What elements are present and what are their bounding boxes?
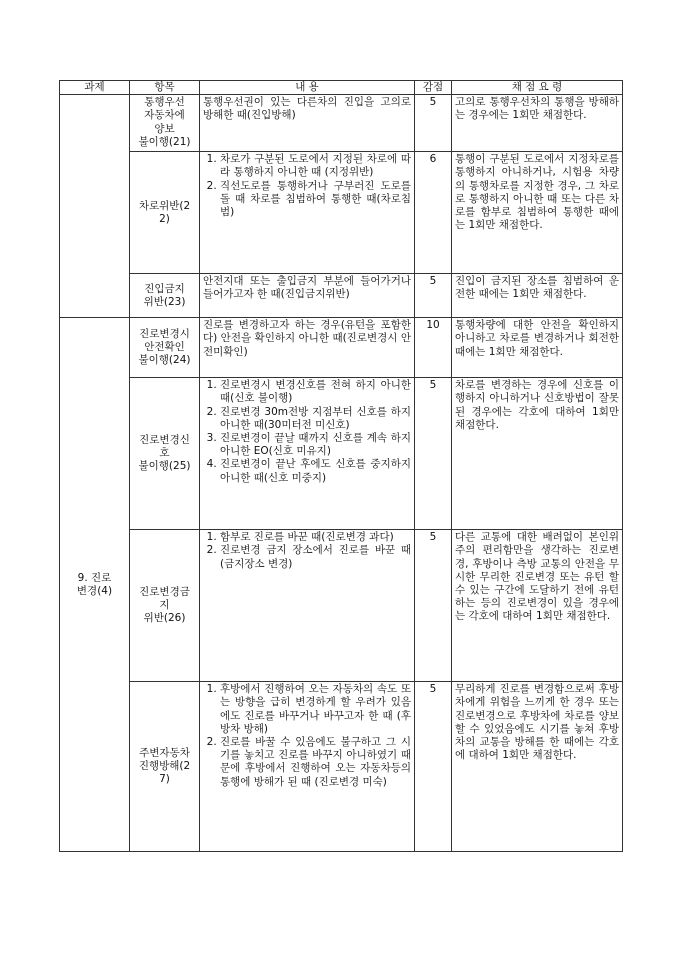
item-cell: 진로변경시 안전확인 불이행(24)	[130, 318, 200, 378]
content-list-item: 2. 진로를 바꿀 수 있음에도 불구하고 그 시기를 놓치고 진로를 바꾸지 아니하였기 때문에 후방에서 진행하여 오는 자동차등의 통행에 방해가 된 때 (진로변경 미숙)	[220, 736, 411, 789]
content-list-item: 4. 진로변경이 끝난 후에도 신호를 중지하지 아니한 때(신호 미중지)	[220, 458, 411, 484]
item-cell: 진로변경금 지 위반(26)	[130, 530, 200, 682]
points-cell: 10	[415, 318, 452, 378]
task-cell	[60, 95, 130, 318]
table-row	[60, 530, 623, 682]
table-row	[60, 95, 623, 152]
criteria-cell: 무리하게 진로를 변경함으로써 후방 차에게 위험을 느끼게 한 경우 또는 진로변경으로 후방차에 차로를 양보할 수 있었음에도 시기를 놓쳐 후방차의 교통을 방해를 한 때에는 각호에 대하여 1회만 채점한다.	[452, 682, 623, 852]
content-cell	[200, 682, 415, 852]
points-cell: 5	[415, 95, 452, 152]
table-row	[60, 318, 623, 378]
task-cell: 9. 진로 변경(4)	[60, 318, 130, 852]
content-cell: 진로를 변경하고자 하는 경우(유턴을 포함한다) 안전을 확인하지 아니한 때(진로변경시 안전미확인)	[200, 318, 415, 378]
item-cell: 주변자동차 진행방해(2 7)	[130, 682, 200, 852]
points-cell: 6	[415, 152, 452, 274]
table-row	[60, 274, 623, 318]
criteria-cell: 고의로 통행우선차의 통행을 방해하는 경우에는 1회만 채점한다.	[452, 95, 623, 152]
item-cell: 통행우선 자동차에 양보 불이행(21)	[130, 95, 200, 152]
content-cell	[200, 378, 415, 530]
content-list-item: 1. 함부로 진로를 바꾼 때(진로변경 과다)	[220, 531, 411, 544]
criteria-cell: 통행차량에 대한 안전을 확인하지 아니하고 차로를 변경하거나 회전한 때에는 1회만 채점한다.	[452, 318, 623, 378]
criteria-cell: 차로를 변경하는 경우에 신호를 이행하지 아니하거나 신호방법이 잘못된 경우에는 각호에 대하여 1회만 채점한다.	[452, 378, 623, 530]
header-row	[60, 81, 623, 95]
content-cell: 안전지대 또는 출입금지 부분에 들어가거나 들어가고자 한 때(진입금지위반)	[200, 274, 415, 318]
header-content: 내 용	[200, 81, 415, 95]
header-points: 감점	[415, 81, 452, 95]
criteria-cell: 진입이 금지된 장소를 침범하여 운전한 때에는 1회만 채점한다.	[452, 274, 623, 318]
points-cell: 5	[415, 530, 452, 682]
points-cell: 5	[415, 378, 452, 530]
criteria-cell: 다른 교통에 대한 배려없이 본인위주의 편리함만을 생각하는 진로변경, 후방이나 측방 교통의 안전을 무시한 무리한 진로변경 또는 유턴 할 수 있는 구간에 도달하기 전에 유턴하는 등의 진로변경이 있을 경우에는 각호에 대하여 1회만 채점한다.	[452, 530, 623, 682]
content-list-item: 2. 진로변경 30m전방 지점부터 신호를 하지 아니한 때(30미터전 미신호)	[220, 406, 411, 432]
criteria-cell: 통행이 구분된 도로에서 지정차로를 통행하지 아니하거나, 시험용 차량의 통행차로를 지정한 경우, 그 차로로 통행하지 아니한 때 또는 다른 차로를 함부로 침범하여 통행한 때에는 1회만 채점한다.	[452, 152, 623, 274]
content-cell	[200, 152, 415, 274]
content-cell	[200, 530, 415, 682]
table-row	[60, 682, 623, 852]
header-criteria: 채 점 요 령	[452, 81, 623, 95]
item-cell: 진입금지 위반(23)	[130, 274, 200, 318]
content-list-item: 2. 진로변경 금지 장소에서 진로를 바꾼 때 (금지장소 변경)	[220, 544, 411, 570]
scoring-table	[59, 80, 623, 852]
content-list-item: 1. 후방에서 진행하여 오는 자동차의 속도 또는 방향을 급히 변경하게 할 우려가 있음에도 진로를 바꾸거나 바꾸고자 한 때 (후방차 방해)	[220, 683, 411, 736]
content-list-item: 1. 차로가 구분된 도로에서 지정된 차로에 따라 통행하지 아니한 때 (지정위반)	[220, 153, 411, 179]
table-row	[60, 378, 623, 530]
content-cell: 통행우선권이 있는 다른차의 진입을 고의로 방해한 때(진입방해)	[200, 95, 415, 152]
header-item: 항목	[130, 81, 200, 95]
points-cell: 5	[415, 682, 452, 852]
content-list-item: 3. 진로변경이 끝날 때까지 신호를 계속 하지 아니한 EO(신호 미유지)	[220, 432, 411, 458]
points-cell: 5	[415, 274, 452, 318]
table-row	[60, 152, 623, 274]
item-cell: 차로위반(2 2)	[130, 152, 200, 274]
item-cell: 진로변경신 호 불이행(25)	[130, 378, 200, 530]
header-task: 과제	[60, 81, 130, 95]
content-list-item: 1. 진로변경시 변경신호를 전혀 하지 아니한 때(신호 불이행)	[220, 379, 411, 405]
content-list-item: 2. 직선도로를 통행하거나 구부러진 도로를 돌 때 차로를 침범하여 통행한 때(차로침범)	[220, 180, 411, 220]
